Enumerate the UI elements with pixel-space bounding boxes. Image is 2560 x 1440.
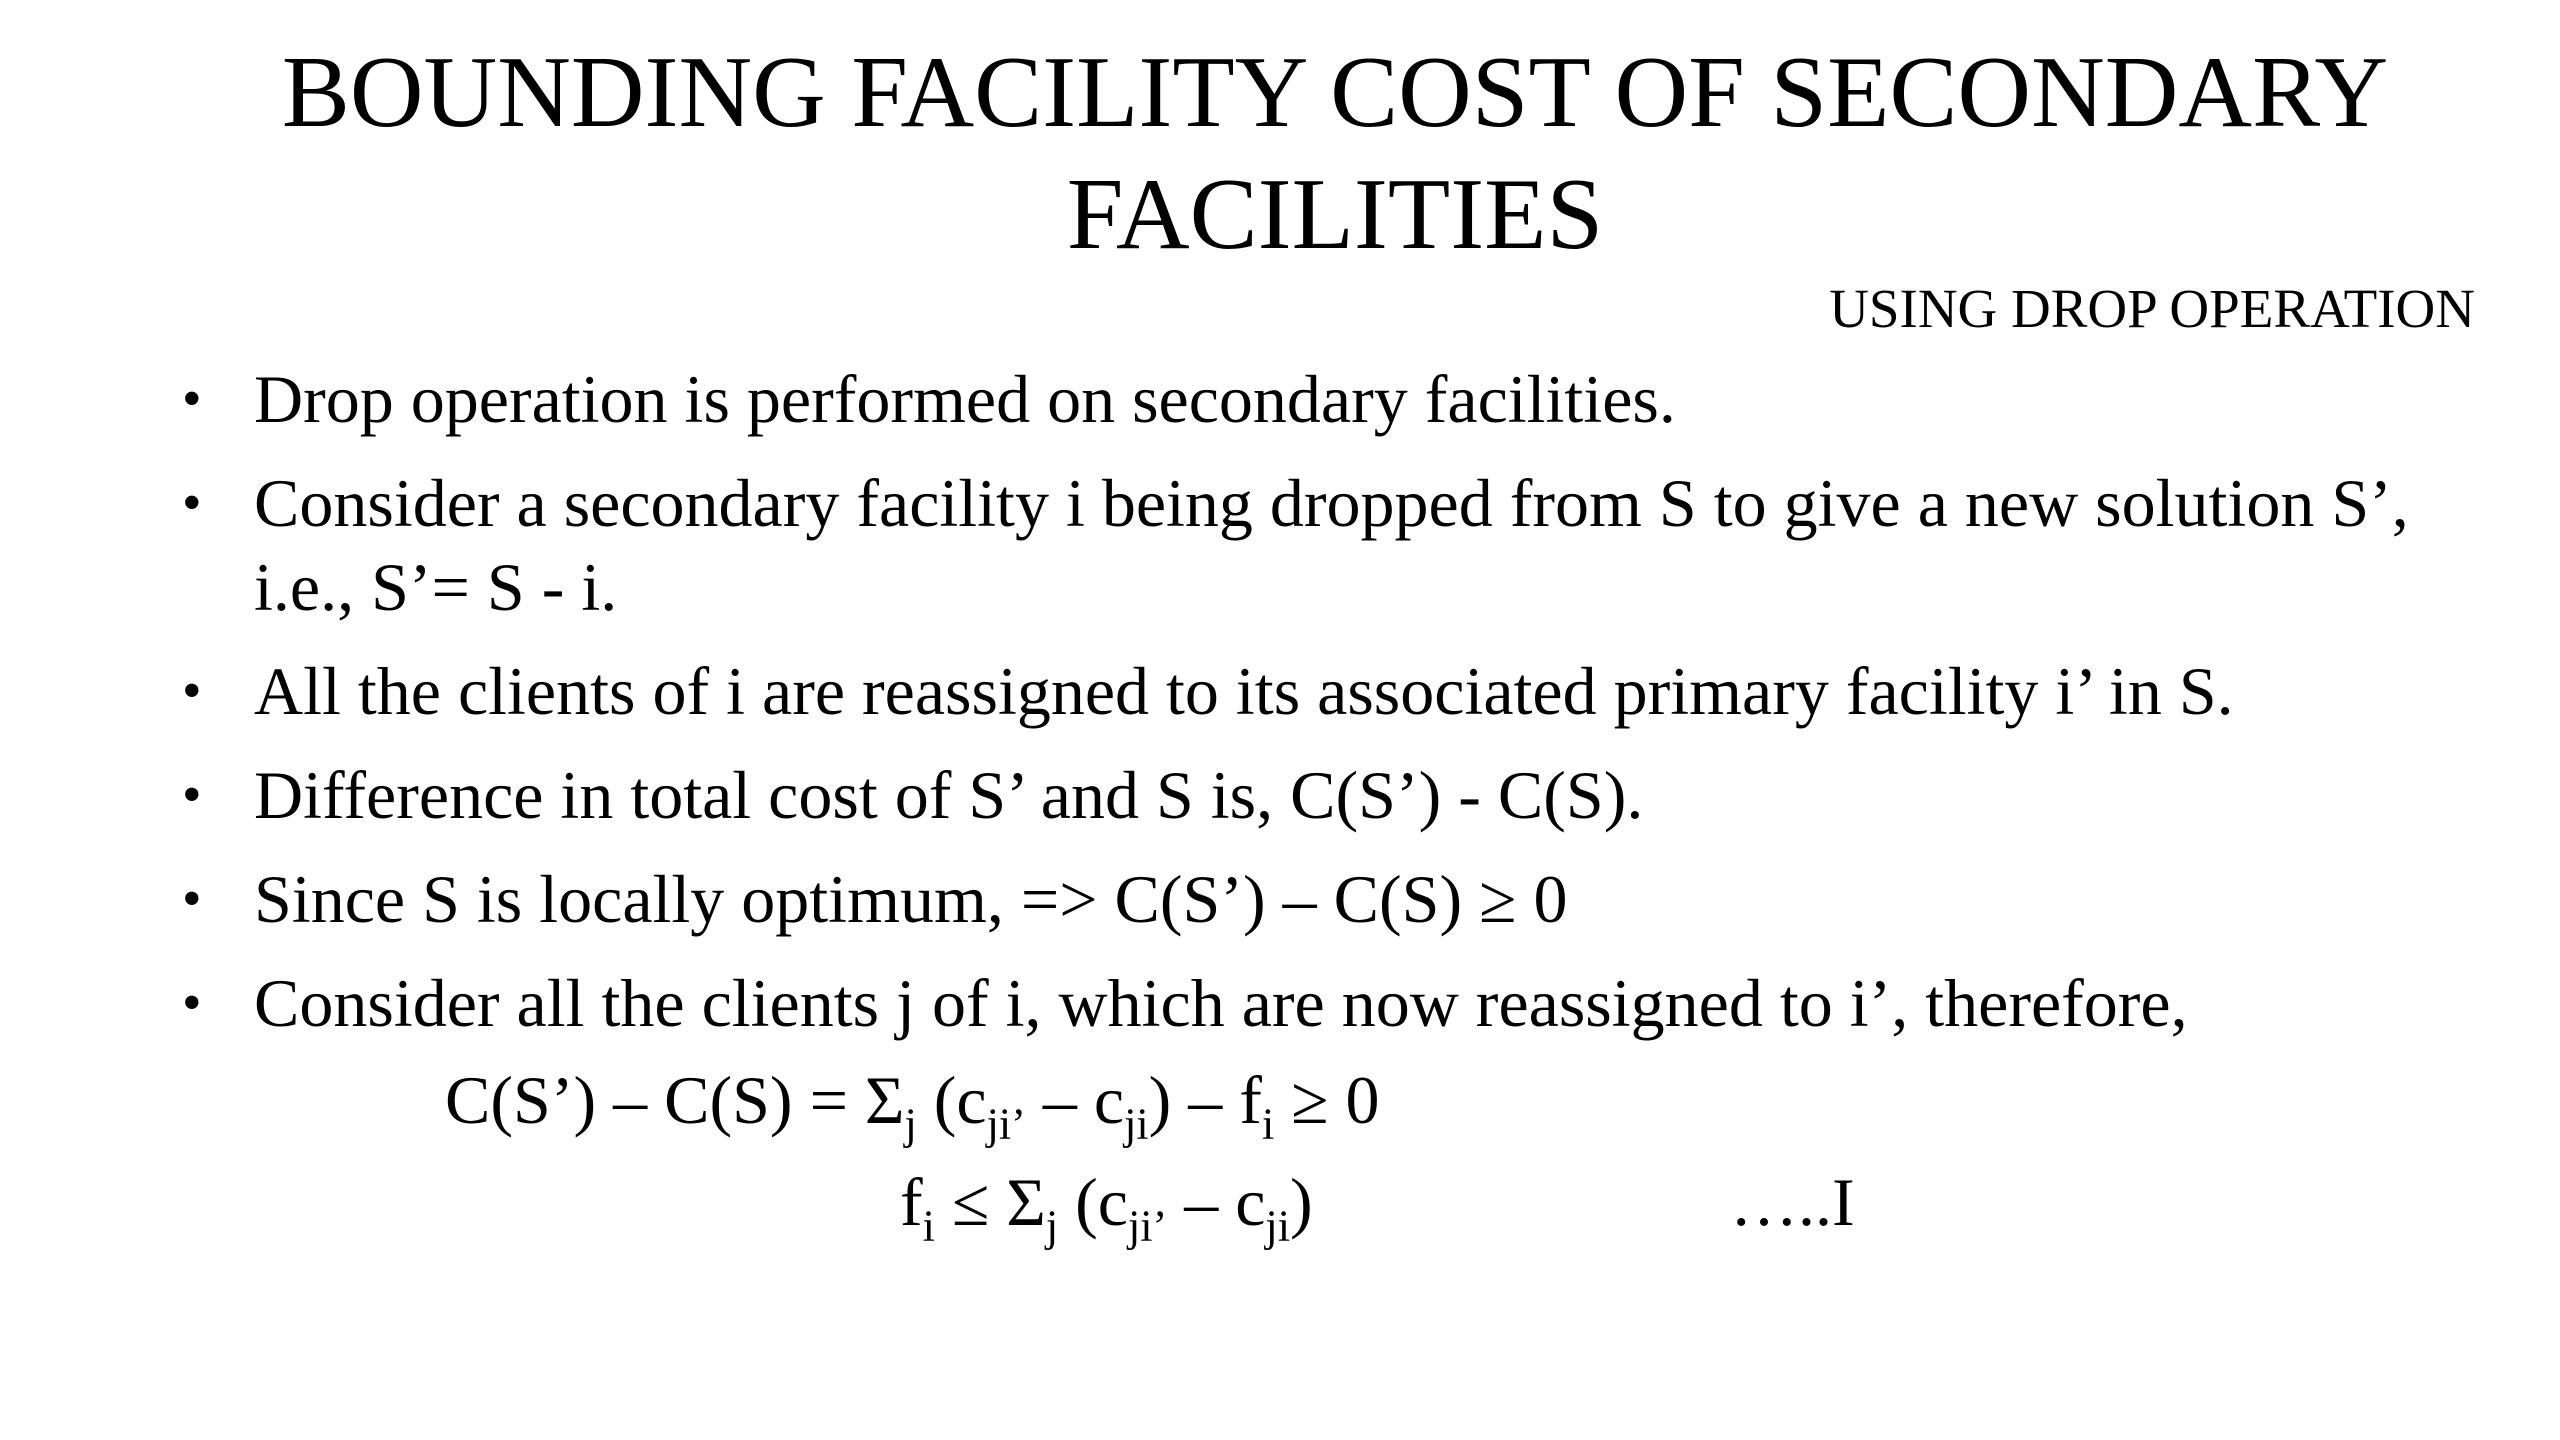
bullet-dot-icon: • [182,472,202,534]
slide-title: BOUNDING FACILITY COST OF SECONDARY FACILITIES [281,36,2389,271]
bullet-dot-icon: • [182,972,202,1034]
bullet-dot-icon: • [182,368,202,430]
equation-cost-difference: C(S’) – $C(S) = \Sigma_j$ $(c_{ji’} - c_{ji}) - f_i \ge 0$ [445,1062,1380,1149]
bullet-text: Drop operation is performed on secondary facilities. [254,361,1676,437]
bullet-item [182,357,2432,441]
bullet-item [182,461,2432,629]
bullet-text: Since S is locally optimum, => C(S’) – C(S) ≥ 0 [254,861,1568,937]
bullet-text: All the clients of i are reassigned to its associated primary facility i’ in S. [254,653,2234,729]
bullet-item [182,961,2432,1045]
slide-subtitle: USING DROP OPERATION [1829,278,2475,339]
bullet-list [182,357,2432,1065]
bullet-dot-icon: • [182,868,202,930]
bullet-text: Consider all the clients j of i, which are now reassigned to i’, therefore, [254,965,2188,1041]
equation-tag: …..I [1730,1164,1855,1240]
bullet-item [182,857,2432,941]
bullet-text: Consider a secondary facility i being dropped from S to give a new solution S’, i.e., S’= S - i. [254,465,2409,625]
bullet-item [182,649,2432,733]
equation-facility-bound: $f_i \le \Sigma_j$ $(c_{ji’} - c_{ji})$ [900,1164,1313,1251]
bullet-dot-icon: • [182,764,202,826]
bullet-text: Difference in total cost of S’ and S is, C(S’) - C(S). [254,757,1644,833]
bullet-item [182,753,2432,837]
bullet-dot-icon: • [182,660,202,722]
